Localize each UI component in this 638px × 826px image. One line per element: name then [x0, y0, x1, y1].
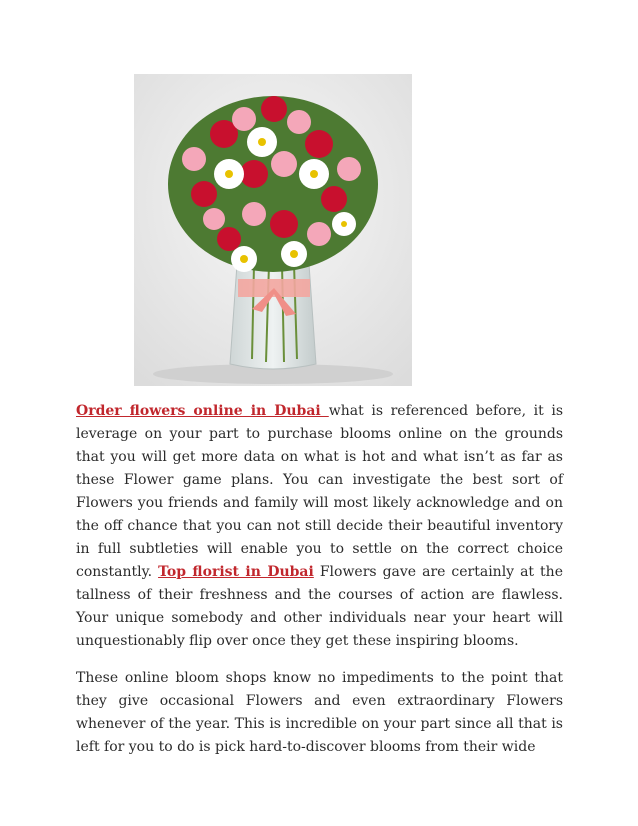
- paragraph-1-text-b: Flowers gave are certainly at the tallness of their freshness and the courses of action are flawless. Your unique somebody and other individuals near your heart will unquestionably flip over once they get these inspiring blooms.: [76, 564, 563, 649]
- flower-bouquet-image: [134, 74, 412, 386]
- order-flowers-link[interactable]: Order flowers online in Dubai: [76, 403, 329, 419]
- paragraph-1-text-a: what is referenced before, it is leverage on your part to purchase blooms online on the grounds that you will get more data on what is hot and what isn’t as far as these Flower game plans. You can investigate the best sort of Flowers you friends and family will most likely acknowledge and on the off chance that you can not still decide their beautiful inventory in full subtleties will enable you to settle on the correct choice constantly.: [76, 403, 564, 580]
- paragraph-1: [76, 400, 563, 653]
- top-florist-link[interactable]: Top florist in Dubai: [158, 564, 314, 580]
- paragraph-2: [76, 667, 563, 759]
- paragraph-2-text: These online bloom shops know no impediments to the point that they give occasional Flowers and even extraordinary Flowers whenever of the year. This is incredible on your part since all that is left for you to do is pick hard-to-discover blooms from their wide: [76, 670, 563, 755]
